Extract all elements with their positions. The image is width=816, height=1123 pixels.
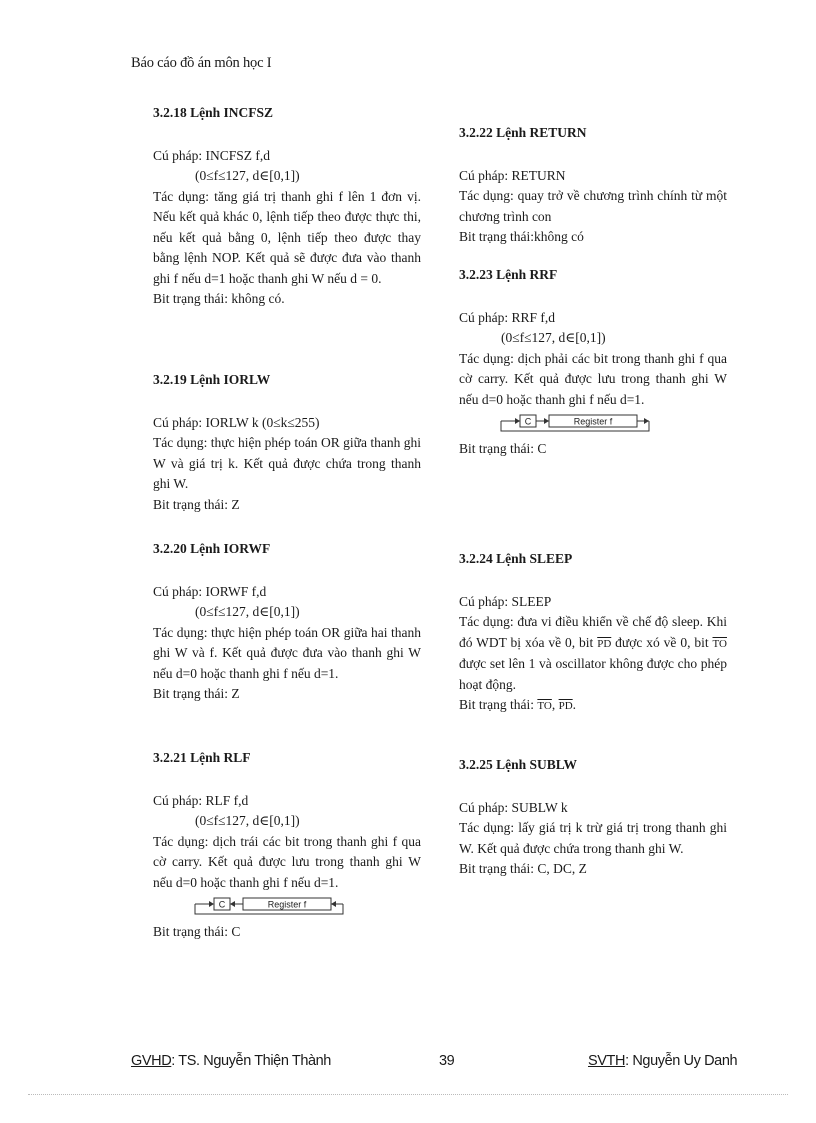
section-sublw (459, 755, 727, 880)
carry-flag-box: C (524, 416, 532, 427)
to-bit-label: $\overline{TO}$ (712, 637, 727, 650)
status-end: . (572, 697, 577, 712)
operand-range: (0≤f≤127, d∈[0,1]) (195, 813, 300, 828)
syntax-line: Cú pháp: IORLW k (0≤k≤255) (153, 414, 320, 430)
effect-text: Tác dụng: lấy giá trị k trừ giá trị trong thanh ghi W. Kết quả được chứa trong thanh ghi W. (459, 820, 727, 856)
status-bits: Bit trạng thái: Z (153, 496, 240, 512)
syntax-line: Cú pháp: RETURN (459, 167, 566, 183)
section-heading: 3.2.23 Lệnh RRF (459, 267, 558, 282)
status-bits: Bit trạng thái: Z (153, 686, 240, 701)
student-name: : Nguyễn Uy Danh (625, 1053, 738, 1069)
syntax-line: Cú pháp: INCFSZ f,d (153, 147, 271, 163)
operand-range: (0≤f≤127, d∈[0,1]) (501, 330, 606, 345)
section-heading: 3.2.20 Lệnh IORWF (153, 541, 271, 556)
effect-part-3: được set lên 1 và oscillator không được cho phép hoạt động. (459, 656, 727, 692)
status-pd-bit: $\overline{PD}$ (558, 700, 573, 712)
status-bits: Bit trạng thái: C, DC, Z (459, 861, 587, 876)
effect-text: Tác dụng: tăng giá trị thanh ghi f lên 1 đơn vị. Nếu kết quả khác 0, lệnh tiếp theo được thực thi, nếu kết quả bằng 0, lệnh tiếp theo được thay bằng lệnh NOP. Kết quả sẽ được đưa vào thanh ghi f nếu d=1 hoặc thanh ghi W nếu d = 0. (153, 188, 421, 286)
effect-text: Tác dụng: thực hiện phép toán OR giữa hai thanh ghi W và f. Kết quả được đưa vào thanh ghi W nếu d=0 hoặc thanh ghi f nếu d=1. (153, 624, 421, 681)
footer-student (588, 1053, 737, 1069)
effect-part-1: Tác dụng: đưa vi điều khiển về chế độ sleep. Khi đó WDT bị xóa về 0, bit (459, 614, 727, 650)
carry-flag-box: C (218, 899, 226, 910)
advisor-name: : TS. Nguyễn Thiện Thành (171, 1053, 331, 1069)
section-rrf (459, 265, 727, 460)
status-prefix: Bit trạng thái: (459, 697, 534, 712)
syntax-line: Cú pháp: RLF f,d (153, 792, 249, 808)
section-iorlw (153, 370, 421, 515)
bottom-dotted-divider (28, 1094, 788, 1095)
status-bits: Bit trạng thái:không có (459, 229, 584, 244)
section-heading: 3.2.24 Lệnh SLEEP (459, 551, 573, 566)
effect-text: Tác dụng: dịch trái các bit trong thanh ghi f qua cờ carry. Kết quả được lưu trong thanh ghi W nếu d=0 hoặc thanh ghi f nếu d=1. (153, 833, 421, 890)
section-rlf (153, 748, 421, 943)
pd-bit-label: $\overline{PD}$ (597, 637, 612, 650)
operand-range: (0≤f≤127, d∈[0,1]) (195, 604, 300, 619)
register-f-box: Register f (267, 899, 307, 910)
section-heading: 3.2.22 Lệnh RETURN (459, 125, 587, 140)
status-bits: Bit trạng thái: C (153, 924, 241, 939)
section-iorwf (153, 539, 421, 705)
status-bits: Bit trạng thái: C (459, 441, 547, 456)
page-header: Báo cáo đồ án môn học I (131, 55, 272, 71)
effect-text (459, 612, 727, 695)
status-bits (459, 695, 727, 717)
page-number: 39 (439, 1053, 455, 1069)
syntax-line: Cú pháp: RRF f,d (459, 309, 556, 325)
section-sleep (459, 549, 727, 717)
effect-text: Tác dụng: thực hiện phép toán OR giữa thanh ghi W và giá trị k. Kết quả được chứa trong thanh ghi W. (153, 435, 421, 491)
effect-text: Tác dụng: quay trở về chương trình chính từ một chương trình con (459, 188, 727, 224)
effect-text: Tác dụng: dịch phải các bit trong thanh ghi f qua cờ carry. Kết quả được lưu trong thanh ghi W nếu d=0 hoặc thanh ghi f nếu d=1. (459, 350, 727, 407)
section-heading: 3.2.19 Lệnh IORLW (153, 372, 271, 387)
syntax-line: Cú pháp: IORWF f,d (153, 583, 267, 599)
syntax-line: Cú pháp: SUBLW k (459, 799, 568, 815)
section-heading: 3.2.21 Lệnh RLF (153, 750, 251, 765)
register-f-box: Register f (573, 416, 613, 427)
section-incfsz (153, 103, 421, 310)
status-separator: , (551, 697, 556, 712)
section-heading: 3.2.18 Lệnh INCFSZ (153, 105, 274, 120)
section-return (459, 123, 727, 248)
footer-advisor (131, 1053, 331, 1069)
status-to-bit: $\overline{TO}$ (537, 700, 552, 712)
gvhd-label: GVHD (131, 1053, 172, 1069)
section-heading: 3.2.25 Lệnh SUBLW (459, 757, 578, 772)
syntax-line: Cú pháp: SLEEP (459, 593, 552, 609)
svth-label: SVTH (588, 1053, 626, 1069)
effect-part-2: được xó về 0, bit (615, 634, 709, 650)
operand-range: (0≤f≤127, d∈[0,1]) (195, 168, 300, 183)
rotate-left-diagram (191, 896, 351, 918)
status-bits: Bit trạng thái: không có. (153, 291, 285, 306)
rotate-right-diagram (497, 413, 657, 435)
